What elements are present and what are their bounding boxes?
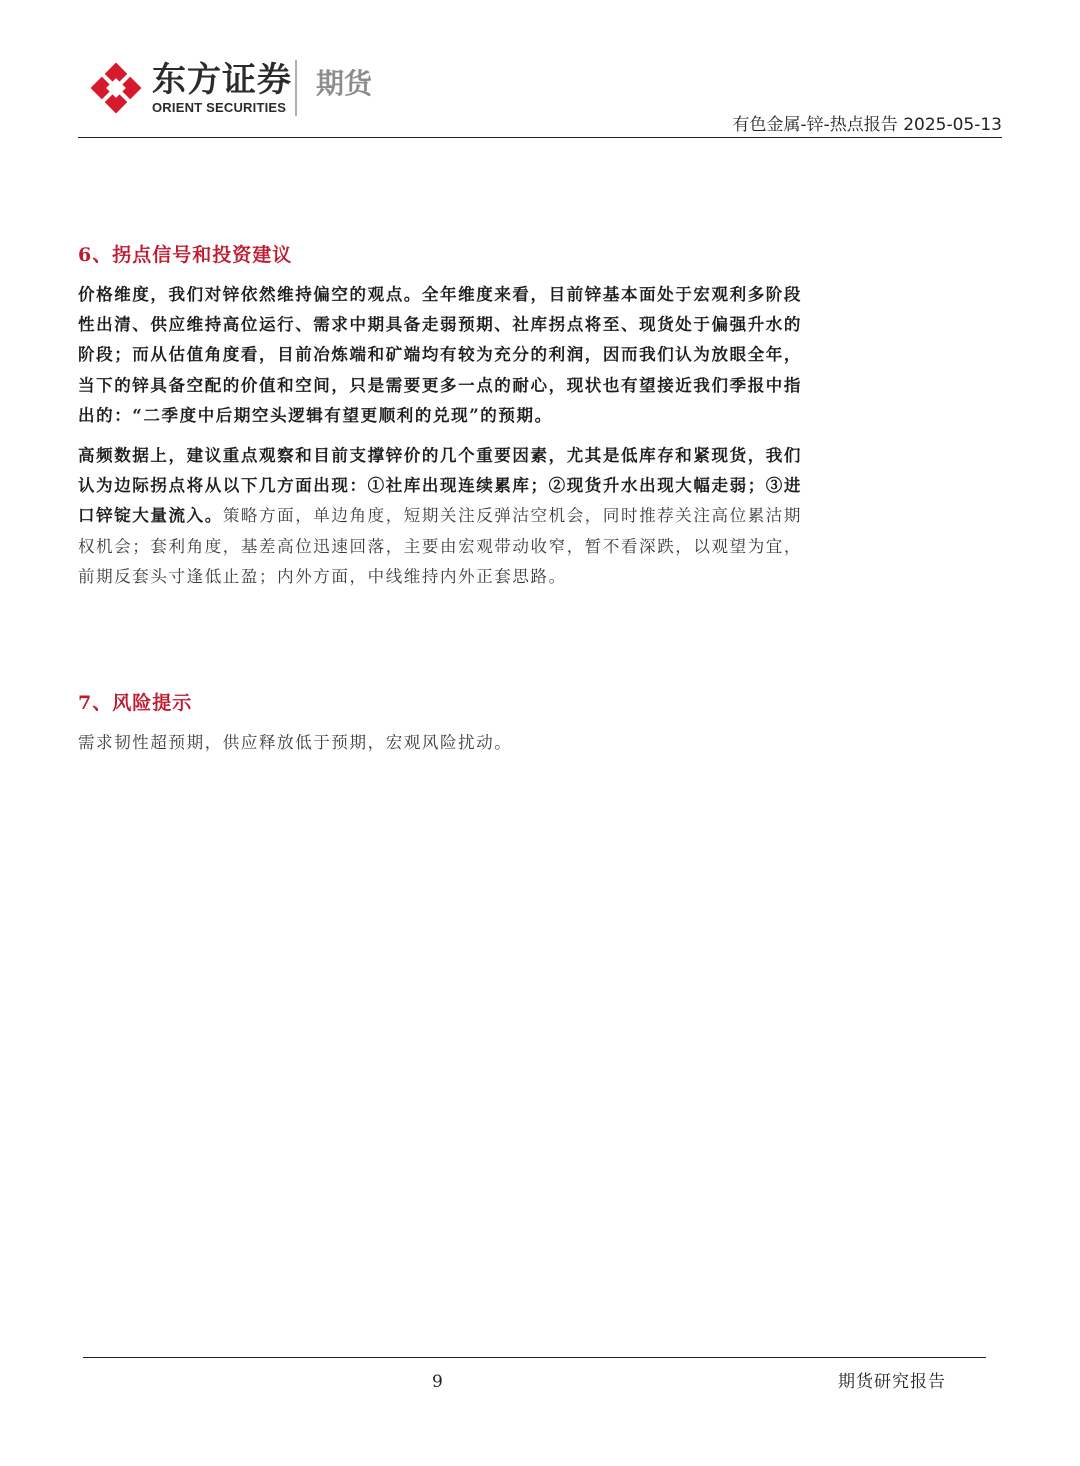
page-header	[78, 52, 1002, 138]
page-number: 9	[432, 1372, 443, 1392]
section-6-heading: 6、拐点信号和投资建议	[78, 244, 293, 266]
section-7-heading: 7、风险提示	[78, 692, 193, 714]
section-6-paragraph-2	[78, 441, 802, 592]
brand-name-cn: 东方证券	[152, 60, 292, 100]
section-6-paragraph-1: 价格维度，我们对锌依然维持偏空的观点。全年维度来看，目前锌基本面处于宏观利多阶段性出清、供应维持高位运行、需求中期具备走弱预期、社库拐点将至、现货处于偏强升水的阶段；而从估值角度看，目前冶炼端和矿端均有较为充分的利润，因而我们认为放眼全年，当下的锌具备空配的价值和空间，只是需要更多一点的耐心，现状也有望接近我们季报中指出的：“二季度中后期空头逻辑有望更顺利的兑现”的预期。	[78, 285, 802, 425]
section-7-body: 需求韧性超预期，供应释放低于预期，宏观风险扰动。	[78, 733, 513, 752]
orient-securities-logo-icon	[90, 62, 142, 114]
brand-divider	[295, 60, 297, 116]
brand-name-en: ORIENT SECURITIES	[152, 100, 287, 115]
footer-divider	[83, 1357, 986, 1358]
report-title: 有色金属-锌-热点报告 2025-05-13	[732, 115, 1002, 135]
footer-report-label: 期货研究报告	[838, 1372, 946, 1392]
paragraph-2-key-signals: 高频数据上，建议重点观察和目前支撑锌价的几个重要因素，尤其是低库存和紧现货，我们认为边际拐点将从以下几方面出现：①社库出现连续累库；②现货升水出现大幅走弱；③进口锌锭大量流入。	[78, 446, 802, 526]
paragraph-2-strategy: 策略方面，单边角度，短期关注反弹沽空机会，同时推荐关注高位累沽期权机会；套利角度，基差高位迅速回落，主要由宏观带动收窄，暂不看深跌，以观望为宜，前期反套头寸逢低止盈；内外方面，中线维持内外正套思路。	[78, 506, 803, 586]
header-divider	[78, 137, 1002, 138]
brand-futures-label: 期货	[316, 67, 373, 100]
